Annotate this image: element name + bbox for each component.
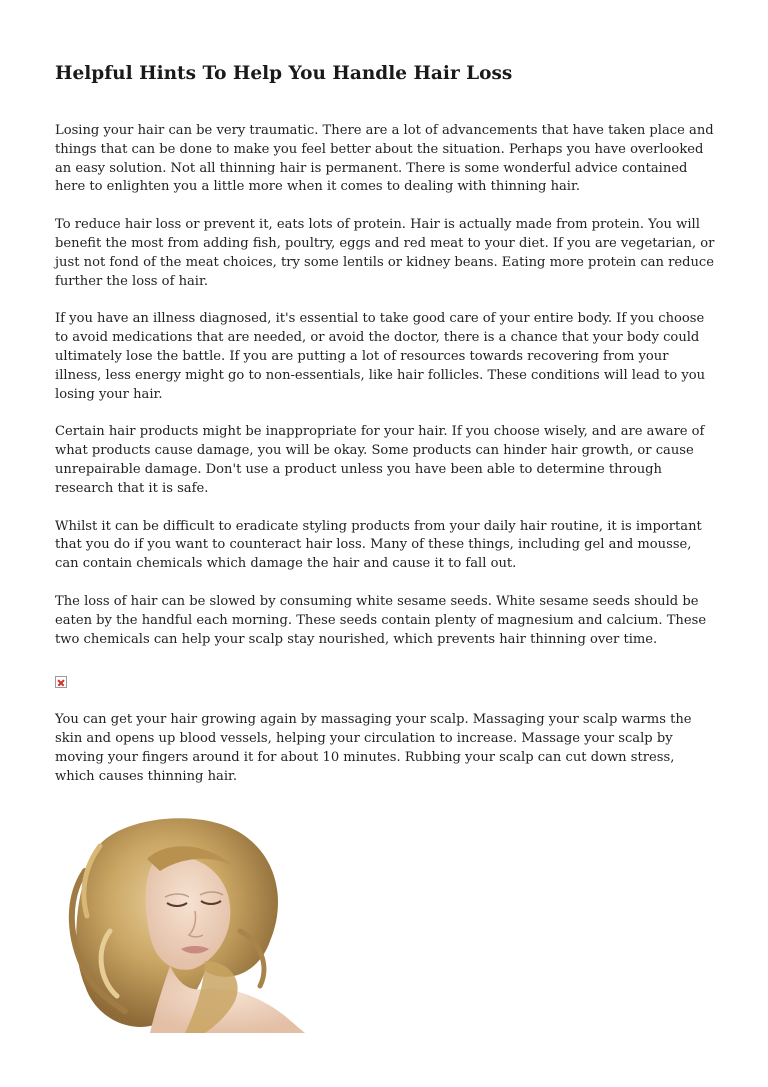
document-page [55,0,715,1033]
paragraph-sesame-seeds: The loss of hair can be slowed by consuming white sesame seeds. White sesame seeds should be eaten by the handful each morning. These seeds contain plenty of magnesium and calcium. These two chemicals can help your scalp stay nourished, which prevents hair thinning over time. [55,593,707,647]
paragraph-protein: To reduce hair loss or prevent it, eats lots of protein. Hair is actually made from protein. You will benefit the most from adding fish, poultry, eggs and red meat to your diet. If you are vegetarian, or just not fond of the meat choices, try some lentils or kidney beans. Eating more protein can reduce further the loss of hair. [55,217,715,289]
document-title: Helpful Hints To Help You Handle Hair Loss [55,63,513,84]
woman-curly-hair-photo [55,811,349,1033]
paragraph-hair-products: Certain hair products might be inappropriate for your hair. If you choose wisely, and are aware of what products cause damage, you will be okay. Some products can hinder hair growth, or cause unrepairable damage. Don't use a product unless you have been able to determine through research that it is safe. [55,424,705,496]
broken-image-icon [55,676,67,688]
paragraph-scalp-massage: You can get your hair growing again by massaging your scalp. Massaging your scalp warms the skin and opens up blood vessels, helping your circulation to increase. Massage your scalp by moving your fingers around it for about 10 minutes. Rubbing your scalp can cut down stress, which causes thinning hair. [55,712,692,784]
paragraph-illness: If you have an illness diagnosed, it's essential to take good care of your entire body. If you choose to avoid medications that are needed, or avoid the doctor, there is a chance that your body could ultimately lose the battle. If you are putting a lot of resources towards recovering from your illness, less energy might go to non-essentials, like hair follicles. These conditions will lead to you losing your hair. [55,311,706,402]
paragraph-intro: Losing your hair can be very traumatic. There are a lot of advancements that have taken place and things that can be done to make you feel better about the situation. Perhaps you have overlooked an easy solution. Not all thinning hair is permanent. There is some wonderful advice contained here to enlighten you a little more when it comes to dealing with thinning hair. [55,123,714,195]
paragraph-styling-products: Whilst it can be difficult to eradicate styling products from your daily hair routine, it is important that you do if you want to counteract hair loss. Many of these things, including gel and mousse, can contain chemicals which damage the hair and cause it to fall out. [55,518,702,572]
